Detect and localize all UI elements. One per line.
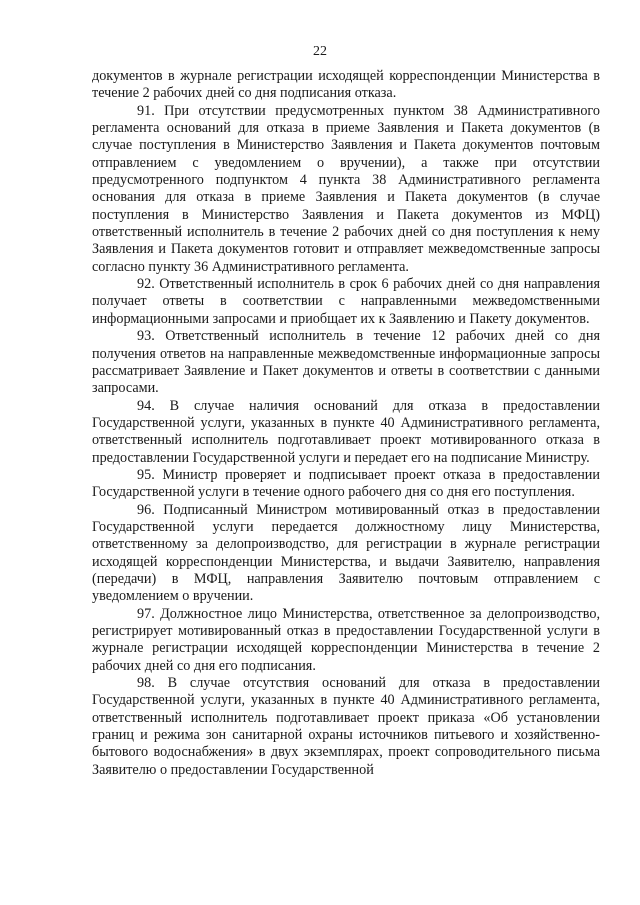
paragraph-97: 97. Должностное лицо Министерства, ответственное за делопроизводство, регистрирует мотивированный отказ в предоставлении Государственной услуги в журнале регистрации исходящей корреспонденции Министерства в течение 2 рабочих дней со дня его подписания.: [92, 605, 600, 674]
paragraph-95: 95. Министр проверяет и подписывает проект отказа в предоставлении Государственной услуги в течение одного рабочего дня со дня его поступления.: [92, 466, 600, 501]
paragraph-96: 96. Подписанный Министром мотивированный отказ в предоставлении Государственной услуги передается должностному лицу Министерства, ответственному за делопроизводство, для регистрации в журнале регистрации исходящей корреспонденции Министерства, и выдачи Заявителю, направления (передачи) в МФЦ, направления Заявителю почтовым отправлением с уведомлением о вручении.: [92, 501, 600, 605]
document-body: [92, 68, 600, 779]
page-number: 22: [313, 44, 327, 59]
paragraph-93: 93. Ответственный исполнитель в течение 12 рабочих дней со дня получения ответов на направленные межведомственные информационные запросы рассматривает Заявление и Пакет документов и ответы в соответствии с данными запросами.: [92, 328, 600, 397]
paragraph-98: 98. В случае отсутствия оснований для отказа в предоставлении Государственной услуги, указанных в пункте 40 Административного регламента, ответственный исполнитель подготавливает проект приказа «Об установлении границ и режима зон санитарной охраны источников питьевого и хозяйственно-бытового водоснабжения» в двух экземплярах, проект сопроводительного письма Заявителю о предоставлении Государственной: [92, 675, 600, 778]
paragraph-92: 92. Ответственный исполнитель в срок 6 рабочих дней со дня направления получает ответы в соответствии с направленными межведомственными информационными запросами и приобщает их к Заявлению и Пакету документов.: [92, 276, 600, 327]
paragraph-continuation: документов в журнале регистрации исходящей корреспонденции Министерства в течение 2 рабочих дней со дня подписания отказа.: [92, 68, 600, 102]
paragraph-94: 94. В случае наличия оснований для отказа в предоставлении Государственной услуги, указанных в пункте 40 Административного регламента, ответственный исполнитель подготавливает проект мотивированного отказа в предоставлении Государственной услуги и передает его на подписание Министру.: [92, 397, 600, 466]
paragraph-91: 91. При отсутствии предусмотренных пунктом 38 Административного регламента оснований для отказа в приеме Заявления и Пакета документов (в случае поступления в Министерство Заявления и Пакета документов почтовым отправлением с уведомлением о вручении), а также при отсутствии предусмотренного подпунктом 4 пункта 38 Административного регламента основания для отказа в приеме Заявления и Пакета документов (в случае поступления в Министерство Заявления и Пакета документов из МФЦ) ответственный исполнитель в течение 2 рабочих дней со дня поступления к нему Заявления и Пакета документов готовит и отправляет межведомственные запросы согласно пункту 36 Административного регламента.: [92, 102, 600, 275]
